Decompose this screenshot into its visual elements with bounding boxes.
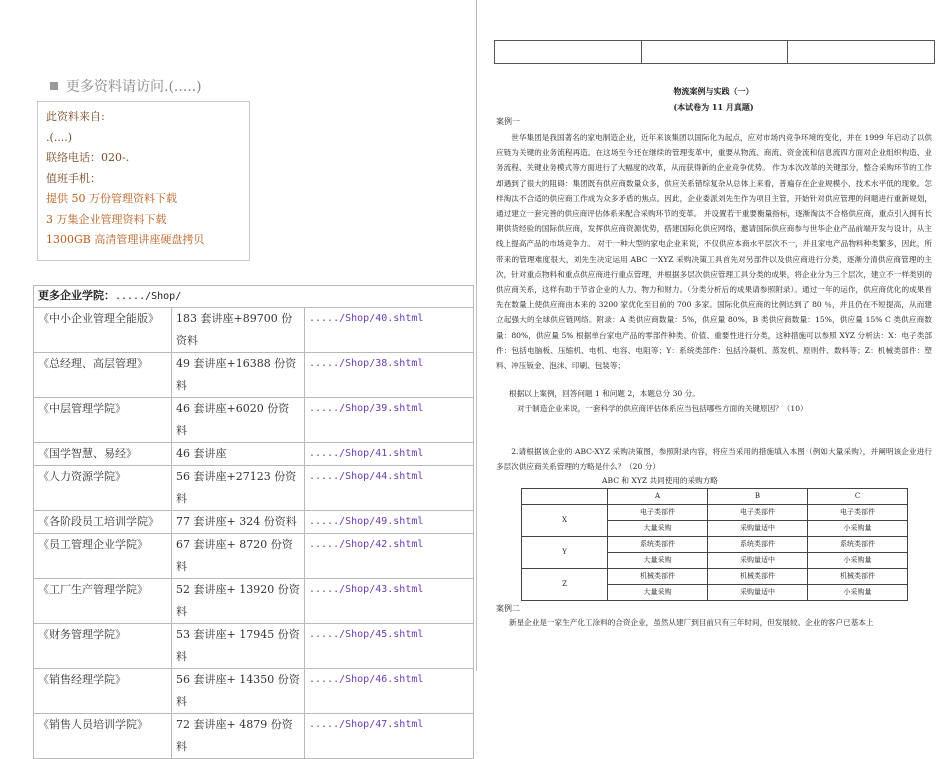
more-resources-link[interactable] — [50, 76, 202, 96]
xyz-label-y: Y — [522, 537, 608, 569]
academy-name: 《中层管理学院》 — [34, 398, 172, 443]
abc-cell: 小采购量 — [808, 585, 908, 601]
document-title: 物流案例与实践（一） — [673, 86, 754, 96]
empty-top-table — [494, 40, 935, 64]
academy-count: 46 套讲座 — [172, 443, 305, 466]
promo-line-1: 提供 50 万份管理资料下载 — [46, 192, 177, 205]
academy-url-link[interactable]: ...../Shop/47.shtml — [305, 714, 474, 759]
academy-name: 《员工管理企业学院》 — [34, 534, 172, 579]
abc-cell: 采购量适中 — [708, 521, 808, 537]
case1-paragraph: 世华集团是我国著名的家电制造企业，近年来该集团以国际化为起点，应对市场内竞争环境的变化，并在 1999 年启动了以供应链为关键的业务流程再造。在这场至今还在继续的管理变革中，重要从物流、商流、资金流和信息流四方面对企业组织构造、业务流程、关键业务模式等方面进行了大幅度的改革，从而获得新的企业竞争优势。 作为本次改革的关键部分，整合采购环节的工作却遇到了很大的阻碍：集团既有供应商数量众多，供应关系错综复杂从总体上来看，普遍存在企业规模小、技术水平低的现象。怎样淘汰不合适的供应商工作成为众多矛盾的焦点。因此，企业委派刘先生作为项目主管，开始针对供应管理的问题进行重新规划，通过建立一套完善的供应商评估体系来配合采购环节的变革。 并设置若干重要衡量指标，逐渐淘汰不合格供应商，重点引入拥有长期供货经验的国际供应商，发挥供应商资源优势，搭建国际化供应网络，邀请国际供应商参与世华企业产品前端开发与设计，从主线上提高产品的市场竞争力。 对于一种大型的家电企业来说，不仅供应本商水平层次不一，并且家电产品物料种类繁多，因此，所带来的管理难度很大，刘先生决定运用 ABC 一XYZ 采购决策工具首先对另部件以及供应商进行分类，逐渐分清供应商管理的主次，针对重点物料和重点供应商进行重点管理，并根据多层次供应管理工具分类的成果，将企业分为三个层次，建立不一样类别的供应商关系，这样有助于节省企业的人力、物力和财力。（分类分析后的成果请参照附录）。通过一年的运作，供应商优化的成果首先在数量上使供应商由本来的 3200 家优化至目前的 700 多家。国际化供应商的比例达到了 80 ％，并且仍在不短提高，从而建立起强大的全球供应链网络。附录：A 类供应商数量：5%，供应量 80%，B 类供应商数量：15%，供应量 15% C 类供应商数量：80%，供应量 5% 根据单台家电产品的零部件种类、价值、重要性进行分类，这种措施可以参照 XYZ 分析法：X：电子类部件：包括电脑板、压缩机、电机、电容、电阻等；Y：系统类部件：包括冷凝机、蒸发机、原则件、数料等；Z：机械类部件：塑料、冲压钣金、泡沫、印刷、包装等； — [496, 133, 932, 371]
academy-name: 《人力资源学院》 — [34, 466, 172, 511]
abc-cell: 大量采购 — [608, 521, 708, 537]
academy-count: 52 套讲座+ 13920 份资料 — [172, 579, 305, 624]
xyz-label-x: X — [522, 505, 608, 537]
academy-count: 77 套讲座+ 324 份资料 — [172, 511, 305, 534]
abc-header-b: B — [708, 489, 808, 505]
academy-url-link[interactable]: ...../Shop/41.shtml — [305, 443, 474, 466]
abc-cell: 电子类部件 — [808, 505, 908, 521]
table-row — [34, 466, 474, 511]
academy-url-link[interactable]: ...../Shop/44.shtml — [305, 466, 474, 511]
abc-corner-cell — [522, 489, 608, 505]
table-row — [34, 511, 474, 534]
abc-cell: 采购量适中 — [708, 553, 808, 569]
left-page — [0, 0, 476, 753]
abc-cell: 机械类部件 — [608, 569, 708, 585]
question-2: 2.请根据该企业的 ABC-XYZ 采购决策图，参照附录内容，将应当采用的措施填入本图（例如大量采购），并阐明该企业进行多层次供应商关系管理的方略是什么？（20 分） — [496, 447, 932, 472]
abc-cell: 机械类部件 — [808, 569, 908, 585]
academy-url-link[interactable]: ...../Shop/38.shtml — [305, 353, 474, 398]
empty-cell — [495, 41, 642, 64]
question-1: 对于制造企业来说，一套科学的供应商评估体系应当包括哪些方面的关键原因？（10） — [517, 404, 808, 413]
abc-cell: 系统类部件 — [708, 537, 808, 553]
academy-name: 《财务管理学院》 — [34, 624, 172, 669]
academy-count: 56 套讲座+27123 份资料 — [172, 466, 305, 511]
mobile-line: 值班手机： — [46, 171, 101, 185]
right-page — [477, 0, 950, 671]
academy-name: 《工厂生产管理学院》 — [34, 579, 172, 624]
academy-url-link[interactable]: ...../Shop/45.shtml — [305, 624, 474, 669]
abc-cell: 电子类部件 — [608, 505, 708, 521]
abc-cell: 系统类部件 — [608, 537, 708, 553]
promo-line-3: 1300GB 高清管理讲座硬盘拷贝 — [46, 233, 205, 246]
academy-count: 46 套讲座+6020 份资料 — [172, 398, 305, 443]
xyz-label-z: Z — [522, 569, 608, 601]
academy-url-link[interactable]: ...../Shop/49.shtml — [305, 511, 474, 534]
empty-cell — [641, 41, 788, 64]
promo-line-2: 3 万集企业管理资料下载 — [46, 212, 167, 226]
academy-name: 《中小企业管理全能版》 — [34, 308, 172, 353]
academy-name: 《国学智慧、易经》 — [34, 443, 172, 466]
table-row — [34, 308, 474, 353]
abc-row — [522, 537, 908, 553]
abc-cell: 机械类部件 — [708, 569, 808, 585]
academy-count: 49 套讲座+16388 份资料 — [172, 353, 305, 398]
table-row — [34, 714, 474, 759]
abc-cell: 小采购量 — [808, 553, 908, 569]
academy-count: 67 套讲座+ 8720 份资料 — [172, 534, 305, 579]
abc-cell: 大量采购 — [608, 585, 708, 601]
source-label: 此资料来自: — [46, 110, 105, 123]
academy-name: 《销售经理学院》 — [34, 669, 172, 714]
table-header-cell — [34, 286, 474, 308]
table-row — [34, 579, 474, 624]
abc-header-row — [522, 489, 908, 505]
table-row — [34, 534, 474, 579]
info-box — [37, 101, 250, 261]
table-row — [34, 624, 474, 669]
document-subtitle: (本试卷为 11 月真题) — [673, 102, 754, 112]
abc-header-a: A — [608, 489, 708, 505]
case1-instruction: 根据以上案例，回答问题 1 和问题 2，本题总分 30 分。 — [509, 389, 700, 398]
abc-cell: 系统类部件 — [808, 537, 908, 553]
academy-url-link[interactable]: ...../Shop/39.shtml — [305, 398, 474, 443]
academy-url-link[interactable]: ...../Shop/42.shtml — [305, 534, 474, 579]
abc-header-c: C — [808, 489, 908, 505]
table-row — [34, 353, 474, 398]
academy-count: 183 套讲座+89700 份资料 — [172, 308, 305, 353]
academy-count: 56 套讲座+ 14350 份资料 — [172, 669, 305, 714]
abc-cell: 小采购量 — [808, 521, 908, 537]
source-value: .(....) — [46, 130, 73, 144]
abc-xyz-table — [521, 488, 908, 601]
abc-cell: 采购量适中 — [708, 585, 808, 601]
abc-row — [522, 569, 908, 585]
case2-paragraph: 新星企业是一家生产化工涂料的合资企业，虽然从建厂到目前只有三年时间，但发展较。企业的客户已基本上 — [509, 618, 874, 627]
abc-cell: 大量采购 — [608, 553, 708, 569]
table-header-row — [34, 286, 474, 308]
case1-label: 案例一 — [496, 117, 520, 126]
table-header-url[interactable]: ...../Shop/ — [115, 291, 182, 302]
academy-name: 《总经理、高层管理》 — [34, 353, 172, 398]
more-resources-text[interactable]: 更多资料请访问.(.....) — [66, 79, 202, 95]
academy-links-table — [33, 285, 474, 759]
table-caption: ABC 和 XYZ 共同使用的采购方略 — [602, 476, 718, 485]
case2-label: 案例二 — [496, 604, 520, 613]
academy-count: 72 套讲座+ 4879 份资料 — [172, 714, 305, 759]
academy-count: 53 套讲座+ 17945 份资料 — [172, 624, 305, 669]
abc-row — [522, 505, 908, 521]
academy-name: 《各阶段员工培训学院》 — [34, 511, 172, 534]
table-row — [34, 443, 474, 466]
academy-url-link[interactable]: ...../Shop/40.shtml — [305, 308, 474, 353]
table-header-label: 更多企业学院： — [38, 289, 115, 302]
table-row — [34, 398, 474, 443]
abc-cell: 电子类部件 — [708, 505, 808, 521]
bullet-square-icon — [50, 82, 58, 90]
phone-line: 联络电话：020-. — [46, 151, 130, 164]
empty-cell — [788, 41, 935, 64]
academy-url-link[interactable]: ...../Shop/43.shtml — [305, 579, 474, 624]
academy-name: 《销售人员培训学院》 — [34, 714, 172, 759]
table-row — [34, 669, 474, 714]
academy-url-link[interactable]: ...../Shop/46.shtml — [305, 669, 474, 714]
